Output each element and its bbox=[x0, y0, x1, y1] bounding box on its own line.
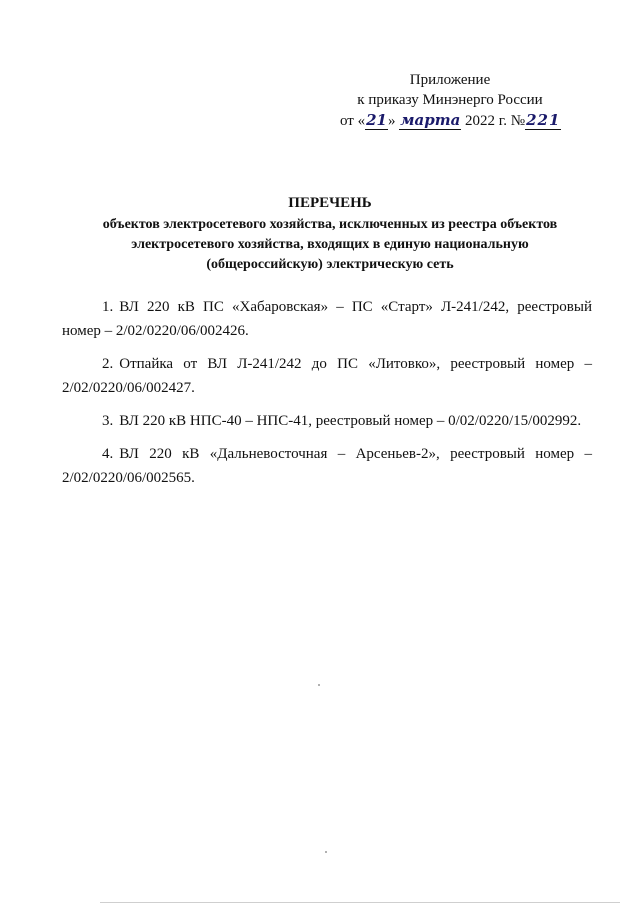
title-line-3: (общероссийскую) электрическую сеть bbox=[206, 257, 454, 272]
handwritten-order-number: 221 bbox=[526, 111, 561, 129]
list-item bbox=[62, 442, 592, 490]
list-item bbox=[62, 352, 592, 400]
list-item-text: ВЛ 220 кВ «Дальневосточная – Арсеньев-2», реестровый номер – 2/02/0220/06/002565. bbox=[62, 446, 592, 486]
title-line-1: объектов электросетевого хозяйства, исключенных из реестра объектов bbox=[102, 217, 558, 232]
date-prefix: от « bbox=[340, 113, 366, 129]
appendix-label: Приложение bbox=[409, 72, 491, 88]
list-item-number: 4. bbox=[102, 446, 114, 462]
title-line-2: электросетевого хозяйства, входящих в единую национальную bbox=[131, 237, 529, 252]
list-item-number: 1. bbox=[102, 299, 114, 315]
list-item-text: ВЛ 220 кВ ПС «Хабаровская» – ПС «Старт» Л-241/242, реестровый номер – 2/02/0220/06/002426. bbox=[62, 299, 592, 339]
appendix-order-ref: к приказу Минэнерго России bbox=[357, 92, 543, 108]
list-item-number: 3. bbox=[102, 413, 114, 429]
handwritten-day: 21 bbox=[366, 111, 387, 129]
year-part: 2022 г. № bbox=[461, 113, 526, 129]
list-item-number: 2. bbox=[102, 356, 114, 372]
list-item-text: Отпайка от ВЛ Л-241/242 до ПС «Литовко», реестровый номер – 2/02/0220/06/002427. bbox=[62, 356, 592, 396]
appendix-date-line bbox=[340, 110, 560, 131]
document-title bbox=[60, 193, 600, 275]
scan-speck bbox=[318, 684, 320, 686]
handwritten-month: марта bbox=[400, 111, 461, 129]
list-item-text: ВЛ 220 кВ НПС-40 – НПС-41, реестровый номер – 0/02/0220/15/002992. bbox=[119, 413, 582, 429]
scan-edge-line bbox=[100, 902, 620, 903]
list-item bbox=[62, 409, 592, 433]
scan-speck bbox=[325, 851, 327, 853]
objects-list bbox=[62, 295, 592, 499]
date-mid: » bbox=[387, 113, 400, 129]
list-item bbox=[62, 295, 592, 343]
title-heading: ПЕРЕЧЕНЬ bbox=[288, 195, 372, 211]
appendix-header bbox=[340, 70, 560, 131]
